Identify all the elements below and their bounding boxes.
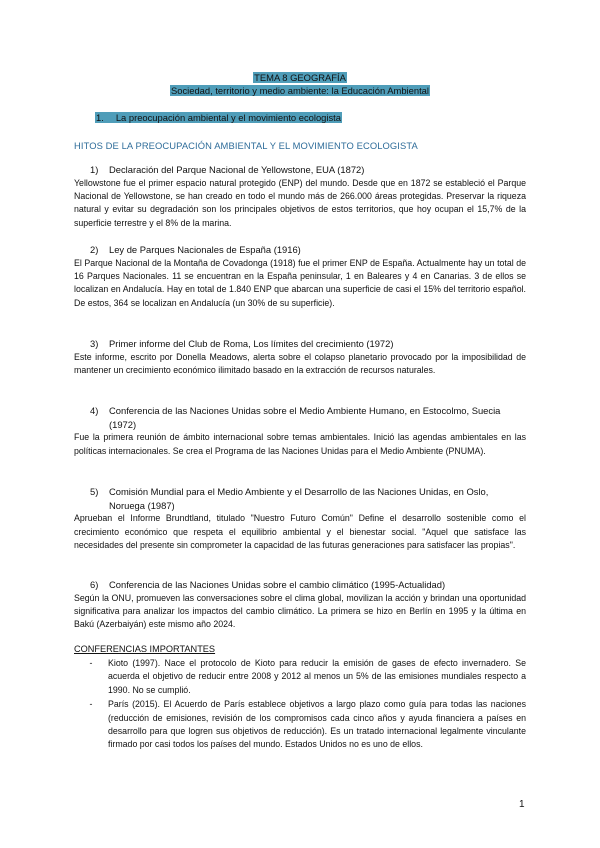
list-item-text: París (2015). El Acuerdo de París establece objetivos a largo plazo como guía para todas las naciones (reducción de emisiones, revisión de los compromisos cada cinco años y ayuda financiera a países en desarrollo para que logren sus objetivos de reducción). Es un tratado internacional legalmente vinculante firmado por casi todos los países del mundo. Estados Unidos no es uno de ellos. [108,699,526,750]
hito-item [74,337,526,377]
hito-number: 5) [90,486,99,497]
hito-heading: Comisión Mundial para el Medio Ambiente y el Desarrollo de las Naciones Unidas, en Oslo, Noruega (1987) [109,486,489,511]
hito-body: Este informe, escrito por Donella Meadows, alerta sobre el colapso planetario provocado por la imposibilidad de mantener un crecimiento económico ilimitado basado en la extracción de recursos naturales. [74,351,526,375]
hito-item [74,578,526,632]
section-heading [95,112,342,123]
hito-body: Aprueban el Informe Brundtland, titulado "Nuestro Futuro Común" Define el desarrollo sostenible como el crecimiento económico que respeta el equilibrio ambiental y el bienestar social. "Aquel que satisface las necesidades del presente sin comprometer la capacidad de las futuras generaciones para satisfacer las propias". [74,513,526,550]
hitos-heading: HITOS DE LA PREOCUPACIÓN AMBIENTAL Y EL MOVIMIENTO ECOLOGISTA [74,140,418,151]
document-title: TEMA 8 GEOGRAFÍA [254,72,346,83]
section-number: 1. [96,112,104,123]
hito-item [74,243,526,310]
list-item-text: Kioto (1997). Nace el protocolo de Kioto para reducir la emisión de gases de efecto invernadero. Se acuerda el objetivo de reducir entre 2008 y 2012 al menos un 5% de las emisiones mundiales respecto a 1990. No se cumplió. [108,658,526,695]
list-item [74,657,526,697]
hito-heading: Conferencia de las Naciones Unidas sobre el Medio Ambiente Humano, en Estocolmo, Suecia (1972) [109,405,501,430]
bullet-dash: - [89,658,93,668]
hito-heading: Ley de Parques Nacionales de España (1916) [109,244,301,255]
conferences-list [74,657,526,753]
hito-body: Yellowstone fue el primer espacio natural protegido (ENP) del mundo. Desde que en 1872 se estableció el Parque Nacional de Yellowstone, se han creado en todo el mundo más de 266.000 áreas protegidas. Preservar la riqueza natural y evitar su degradación son los principales objetivos de estos territorios, que hoy ocupan el 15,7% de la superficie terrestre y el 8% de la marina. [74,177,526,228]
section-title: La preocupación ambiental y el movimiento ecologista [115,112,341,123]
hito-number: 4) [90,405,99,416]
hito-heading: Conferencia de las Naciones Unidas sobre el cambio climático (1995-Actualidad) [109,579,446,590]
hito-item [74,485,526,552]
hito-number: 1) [90,164,99,175]
hito-number: 6) [90,579,99,590]
hito-number: 2) [90,244,99,255]
hito-body: Según la ONU, promueven las conversaciones sobre el clima global, movilizan la acción y brindan una oportunidad significativa para analizar los impactos del cambio climático. La primera se hizo en Berlín en 1995 y la última en Bakú (Azerbaiyán) este mismo año 2024. [74,592,526,630]
conferences-heading: CONFERENCIAS IMPORTANTES [74,644,216,654]
bullet-dash: - [89,699,93,710]
hito-item [74,404,526,458]
hito-body: El Parque Nacional de la Montaña de Covadonga (1918) fue el primer ENP de España. Actualmente hay un total de 16 Parques Nacionales. 11 se encuentran en la España peninsular, 1 en Baleares y 4 en Canarias. 3 de ellos se localizan en Andalucía. Hay en total de 1.840 ENP que abarcan una superficie de casi el 15% del territorio español. De estos, 364 se localizan en Andalucía (un 30% de su superficie). [74,257,526,308]
document-subtitle: Sociedad, territorio y medio ambiente: la Educación Ambiental [171,85,429,96]
hito-number: 3) [90,338,99,349]
hito-body: Fue la primera reunión de ámbito internacional sobre temas ambientales. Inició las agendas ambientales en las políticas internacionales. Se crea el Programa de las Naciones Unidas para el Medio Ambiente (PNUMA). [74,432,526,456]
hito-item [74,163,526,230]
hito-heading: Primer informe del Club de Roma, Los límites del crecimiento (1972) [109,338,394,349]
hito-heading: Declaración del Parque Nacional de Yellowstone, EUA (1872) [109,164,365,175]
list-item [74,698,526,752]
title-block [0,71,600,97]
page-number: 1 [519,799,525,810]
